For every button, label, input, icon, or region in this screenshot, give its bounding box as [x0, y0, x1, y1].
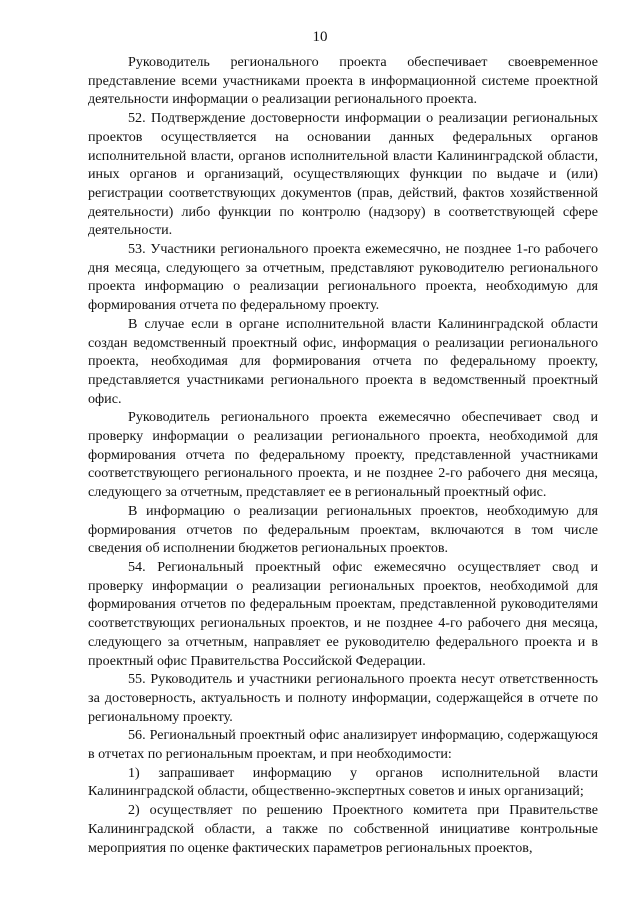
paragraph-project-lead-summary: Руководитель регионального проекта ежемесячно обеспечивает свод и проверку информации о реализации регионального проекта, необходимой для формирования отчета по федеральному проекту, представленной участниками соответствующего регионального проекта, и не позднее 2-го рабочего дня месяца, следующего за отчетным, представляет ее в региональный проектный офис.	[88, 409, 598, 501]
paragraph-56-analysis: 56. Региональный проектный офис анализирует информацию, содержащуюся в отчетах по региональным проектам, и при необходимости:	[88, 727, 598, 763]
paragraph-53-participants-monthly: 53. Участники регионального проекта ежемесячно, не позднее 1-го рабочего дня месяца, следующего за отчетным, представляют руководителю регионального проекта информацию о реализации регионального проекта, необходимую для формирования отчета по федеральному проекту.	[88, 241, 598, 314]
paragraph-departmental-office: В случае если в органе исполнительной власти Калининградской области создан ведомственный проектный офис, информация о реализации регионального проекта, необходимая для формирования отчета по федеральному проекту, представляется участниками регионального проекта в ведомственный проектный офис.	[88, 315, 598, 407]
page-number: 10	[312, 29, 328, 45]
paragraph-budget-info: В информацию о реализации региональных проектов, необходимую для формирования отчетов по федеральным проектам, включаются в том числе сведения об исполнении бюджетов региональных проектов.	[88, 502, 598, 557]
paragraph-55-responsibility: 55. Руководитель и участники регионального проекта несут ответственность за достоверность, актуальность и полноту информации, содержащейся в отчете по региональному проекту.	[88, 671, 598, 725]
paragraph-project-lead-reporting: Руководитель регионального проекта обеспечивает своевременное представление всеми участниками проекта в информационной системе проектной деятельности информации о реализации регионального проекта.	[88, 54, 598, 108]
paragraph-56-item-1: 1) запрашивает информацию у органов исполнительной власти Калининградской области, общественно-экспертных советов и иных организаций;	[88, 764, 598, 800]
document-body	[88, 53, 598, 857]
paragraph-54-regional-office: 54. Региональный проектный офис ежемесячно осуществляет свод и проверку информации о реализации региональных проектов, необходимой для формирования отчетов по федеральным проектам, представленной руководителями соответствующих региональных проектов, и не позднее 4-го рабочего дня месяца, следующего за отчетным, направляет ее руководителю федерального проекта и в проектный офис Правительства Российской Федерации.	[88, 558, 598, 669]
paragraph-52-verification: 52. Подтверждение достоверности информации о реализации региональных проектов осуществляется на основании данных федеральных органов исполнительной власти, органов исполнительной власти Калининградской области, иных органов и организаций, осуществляющих функции по выдаче и (или) регистрации соответствующих документов (прав, действий, фактов хозяйственной деятельности) либо функции по контролю (надзору) в соответствующей сфере деятельности.	[88, 110, 598, 239]
paragraph-56-item-2: 2) осуществляет по решению Проектного комитета при Правительстве Калининградской области, а также по собственной инициативе контрольные мероприятия по оценке фактических параметров региональных проектов,	[88, 802, 598, 856]
